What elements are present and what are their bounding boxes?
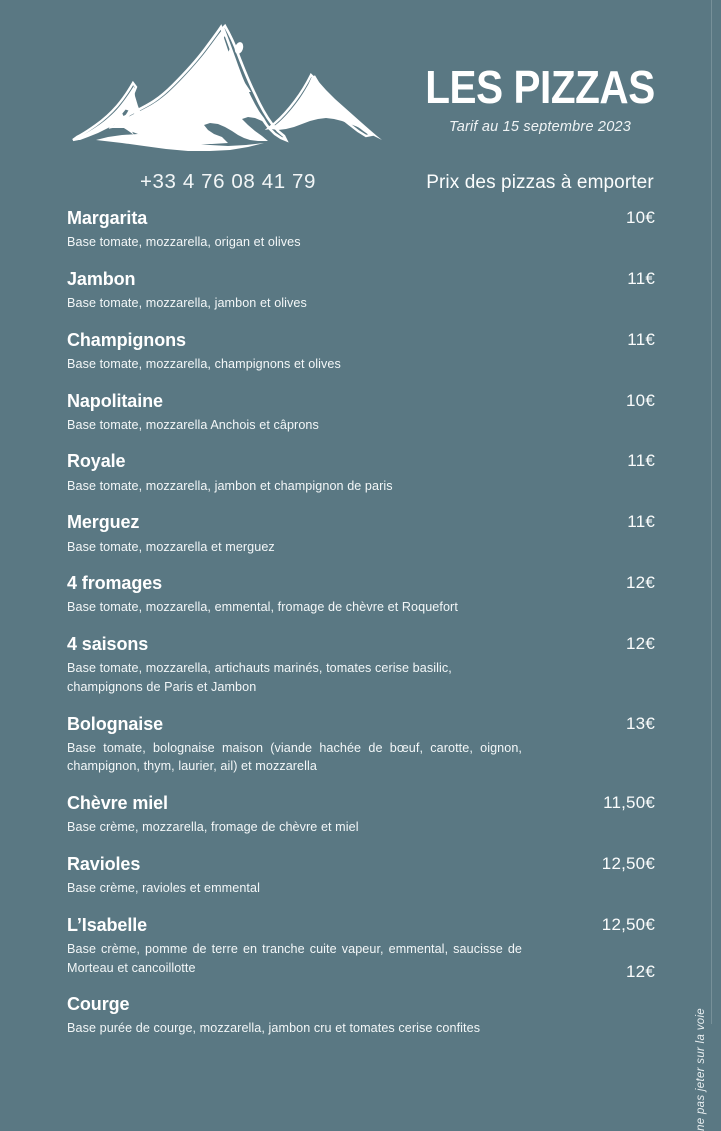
legal-note: ne pas jeter sur la voie [695,1008,707,1131]
menu-item-head [67,451,655,472]
page-title: LES PIZZAS [425,61,655,113]
menu-item-description: Base crème, pomme de terre en tranche cuite vapeur, emmental, saucisse de Morteau et cancoillotte [67,941,522,975]
menu-header [0,0,721,205]
menu-item [0,793,721,837]
menu-item-name: Margarita [67,208,148,228]
menu-item-name: Champignons [67,329,186,350]
menu-item [0,330,721,374]
menu-item-name: Courge [67,994,130,1015]
menu-item-price: 12,50€ [601,914,655,934]
menu-item-price: 10€ [626,390,655,410]
menu-item-head [67,391,655,412]
menu-item-description: Base tomate, mozzarella, jambon et olives [67,296,307,311]
menu-item-name: Merguez [67,512,140,533]
pizza-list [0,208,721,1038]
menu-item-description: Base tomate, mozzarella, champignons et olives [67,356,341,371]
menu-item-price: 10€ [626,208,655,227]
menu-item [0,714,721,776]
menu-item-name: Bolognaise [67,713,164,734]
menu-item-price: 12€ [626,634,655,654]
menu-item-name: Jambon [67,268,136,289]
menu-item [0,451,721,495]
menu-item-head [67,793,655,814]
menu-item-description: Base tomate, mozzarella, origan et olives [67,235,301,250]
menu-item-description: Base tomate, mozzarella, emmental, fromage de chèvre et Roquefort [67,600,458,615]
menu-item-head [67,634,655,655]
menu-item-description: Base purée de courge, mozzarella, jambon cru et tomates cerise confites [67,1021,481,1036]
menu-item-name: Ravioles [67,853,141,874]
takeaway-note: Prix des pizzas à emporter [426,172,654,193]
menu-item [0,208,721,252]
menu-item-description: Base crème, ravioles et emmental [67,881,260,896]
menu-item [0,854,721,898]
menu-item-description: Base tomate, mozzarella, jambon et champignon de paris [67,478,393,493]
menu-item-head [67,330,655,351]
menu-item-head [67,962,655,1015]
menu-item [0,269,721,313]
menu-item-name: 4 saisons [67,634,149,655]
mountain-range-icon [72,24,384,160]
menu-item-price: 11,50€ [603,792,655,812]
menu-item-head [67,854,655,875]
menu-item-description: Base tomate, bolognaise maison (viande hachée de bœuf, carotte, oignon, champignon, thym, laurier, ail) et mozzarella [67,740,522,774]
menu-item [0,391,721,435]
menu-item-name: 4 fromages [67,573,163,594]
menu-item-price: 11€ [627,451,655,471]
menu-item-price: 13€ [626,713,655,733]
menu-item [0,634,721,696]
menu-item-price: 12,50€ [601,853,655,873]
phone-number[interactable]: +33 4 76 08 41 79 [139,170,317,193]
menu-item-description: Base tomate, mozzarella, artichauts marinés, tomates cerise basilic, champignons de Paris et Jambon [67,661,452,694]
menu-item-price: 11€ [627,268,655,288]
menu-item [0,915,721,977]
menu-item-price: 11€ [627,512,655,532]
menu-item-description: Base tomate, mozzarella et merguez [67,539,275,554]
menu-item-name: Royale [67,451,126,472]
menu-item-head [67,915,655,936]
menu-item-description: Base crème, mozzarella, fromage de chèvre et miel [67,820,359,835]
menu-item-head [67,573,655,594]
menu-item-head [67,512,655,533]
title-block [400,61,680,135]
menu-item-head [67,208,655,229]
menu-item-price: 11€ [627,329,655,349]
menu-item-name: Chèvre miel [67,792,168,813]
menu-item-head [67,269,655,290]
menu-item-head [67,714,655,735]
tariff-date: Tarif au 15 septembre 2023 [448,119,631,135]
menu-item-price: 12€ [626,962,655,982]
menu-item [0,962,721,1038]
menu-item-name: Napolitaine [67,390,163,411]
menu-item [0,573,721,617]
menu-item-description: Base tomate, mozzarella Anchois et câprons [67,417,319,432]
menu-item [0,512,721,556]
menu-item-price: 12€ [626,573,655,593]
menu-item-name: L’Isabelle [67,914,148,935]
